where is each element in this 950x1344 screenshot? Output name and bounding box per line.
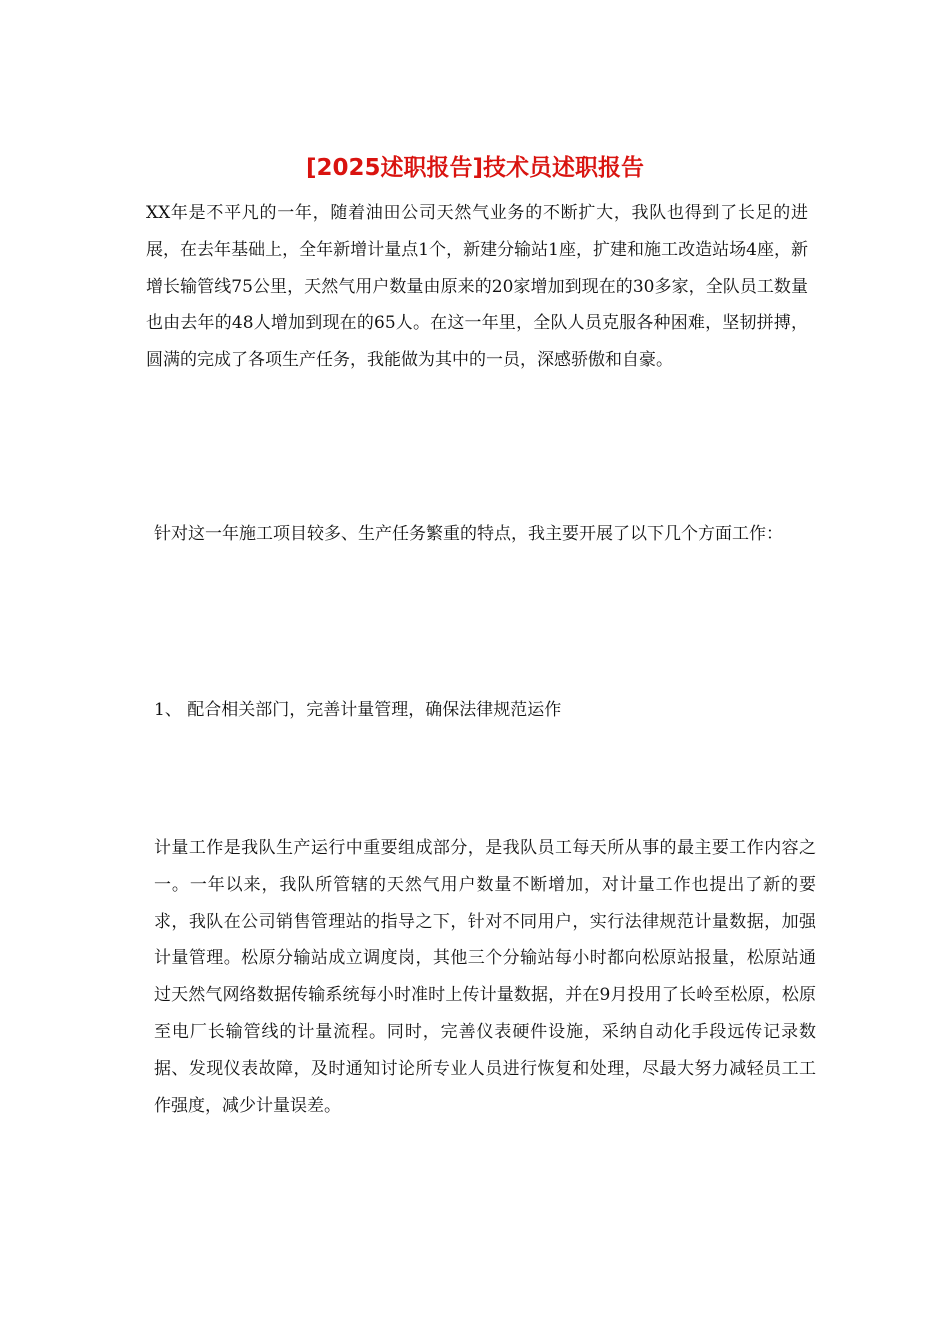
section-heading-1: 1、 配合相关部门，完善计量管理，确保法律规范运作 bbox=[154, 700, 562, 720]
metering-paragraph: 计量工作是我队生产运行中重要组成部分，是我队员工每天所从事的最主要工作内容之一。一年以来，我队所管辖的天然气用户数量不断增加，对计量工作也提出了新的要求，我队在公司销售管理站的指导之下，针对不同用户，实行法律规范计量数据，加强计量管理。松原分输站成立调度岗，其他三个分输站每小时都向松原站报量，松原站通过天然气网络数据传输系统每小时准时上传计量数据，并在9月投用了长岭至松原，松原至电厂长输管线的计量流程。同时，完善仪表硬件设施，采纳自动化手段远传记录数据、发现仪表故障，及时通知讨论所专业人员进行恢复和处理，尽最大努力减轻员工工作强度，减少计量误差。 bbox=[154, 838, 816, 1116]
document-title: [2025述职报告]技术员述职报告 bbox=[305, 155, 645, 181]
work-overview-paragraph: 针对这一年施工项目较多、生产任务繁重的特点，我主要开展了以下几个方面工作： bbox=[154, 524, 783, 544]
intro-paragraph: XX年是不平凡的一年，随着油田公司天然气业务的不断扩大，我队也得到了长足的进展，在去年基础上，全年新增计量点1个，新建分输站1座，扩建和施工改造站场4座，新增长输管线75公里，天然气用户数量由原来的20家增加到现在的30多家，全队员工数量也由去年的48人增加到现在的65人。在这一年里，全队人员克服各种困难，坚韧拼搏，圆满的完成了各项生产任务，我能做为其中的一员，深感骄傲和自豪。 bbox=[146, 203, 808, 371]
